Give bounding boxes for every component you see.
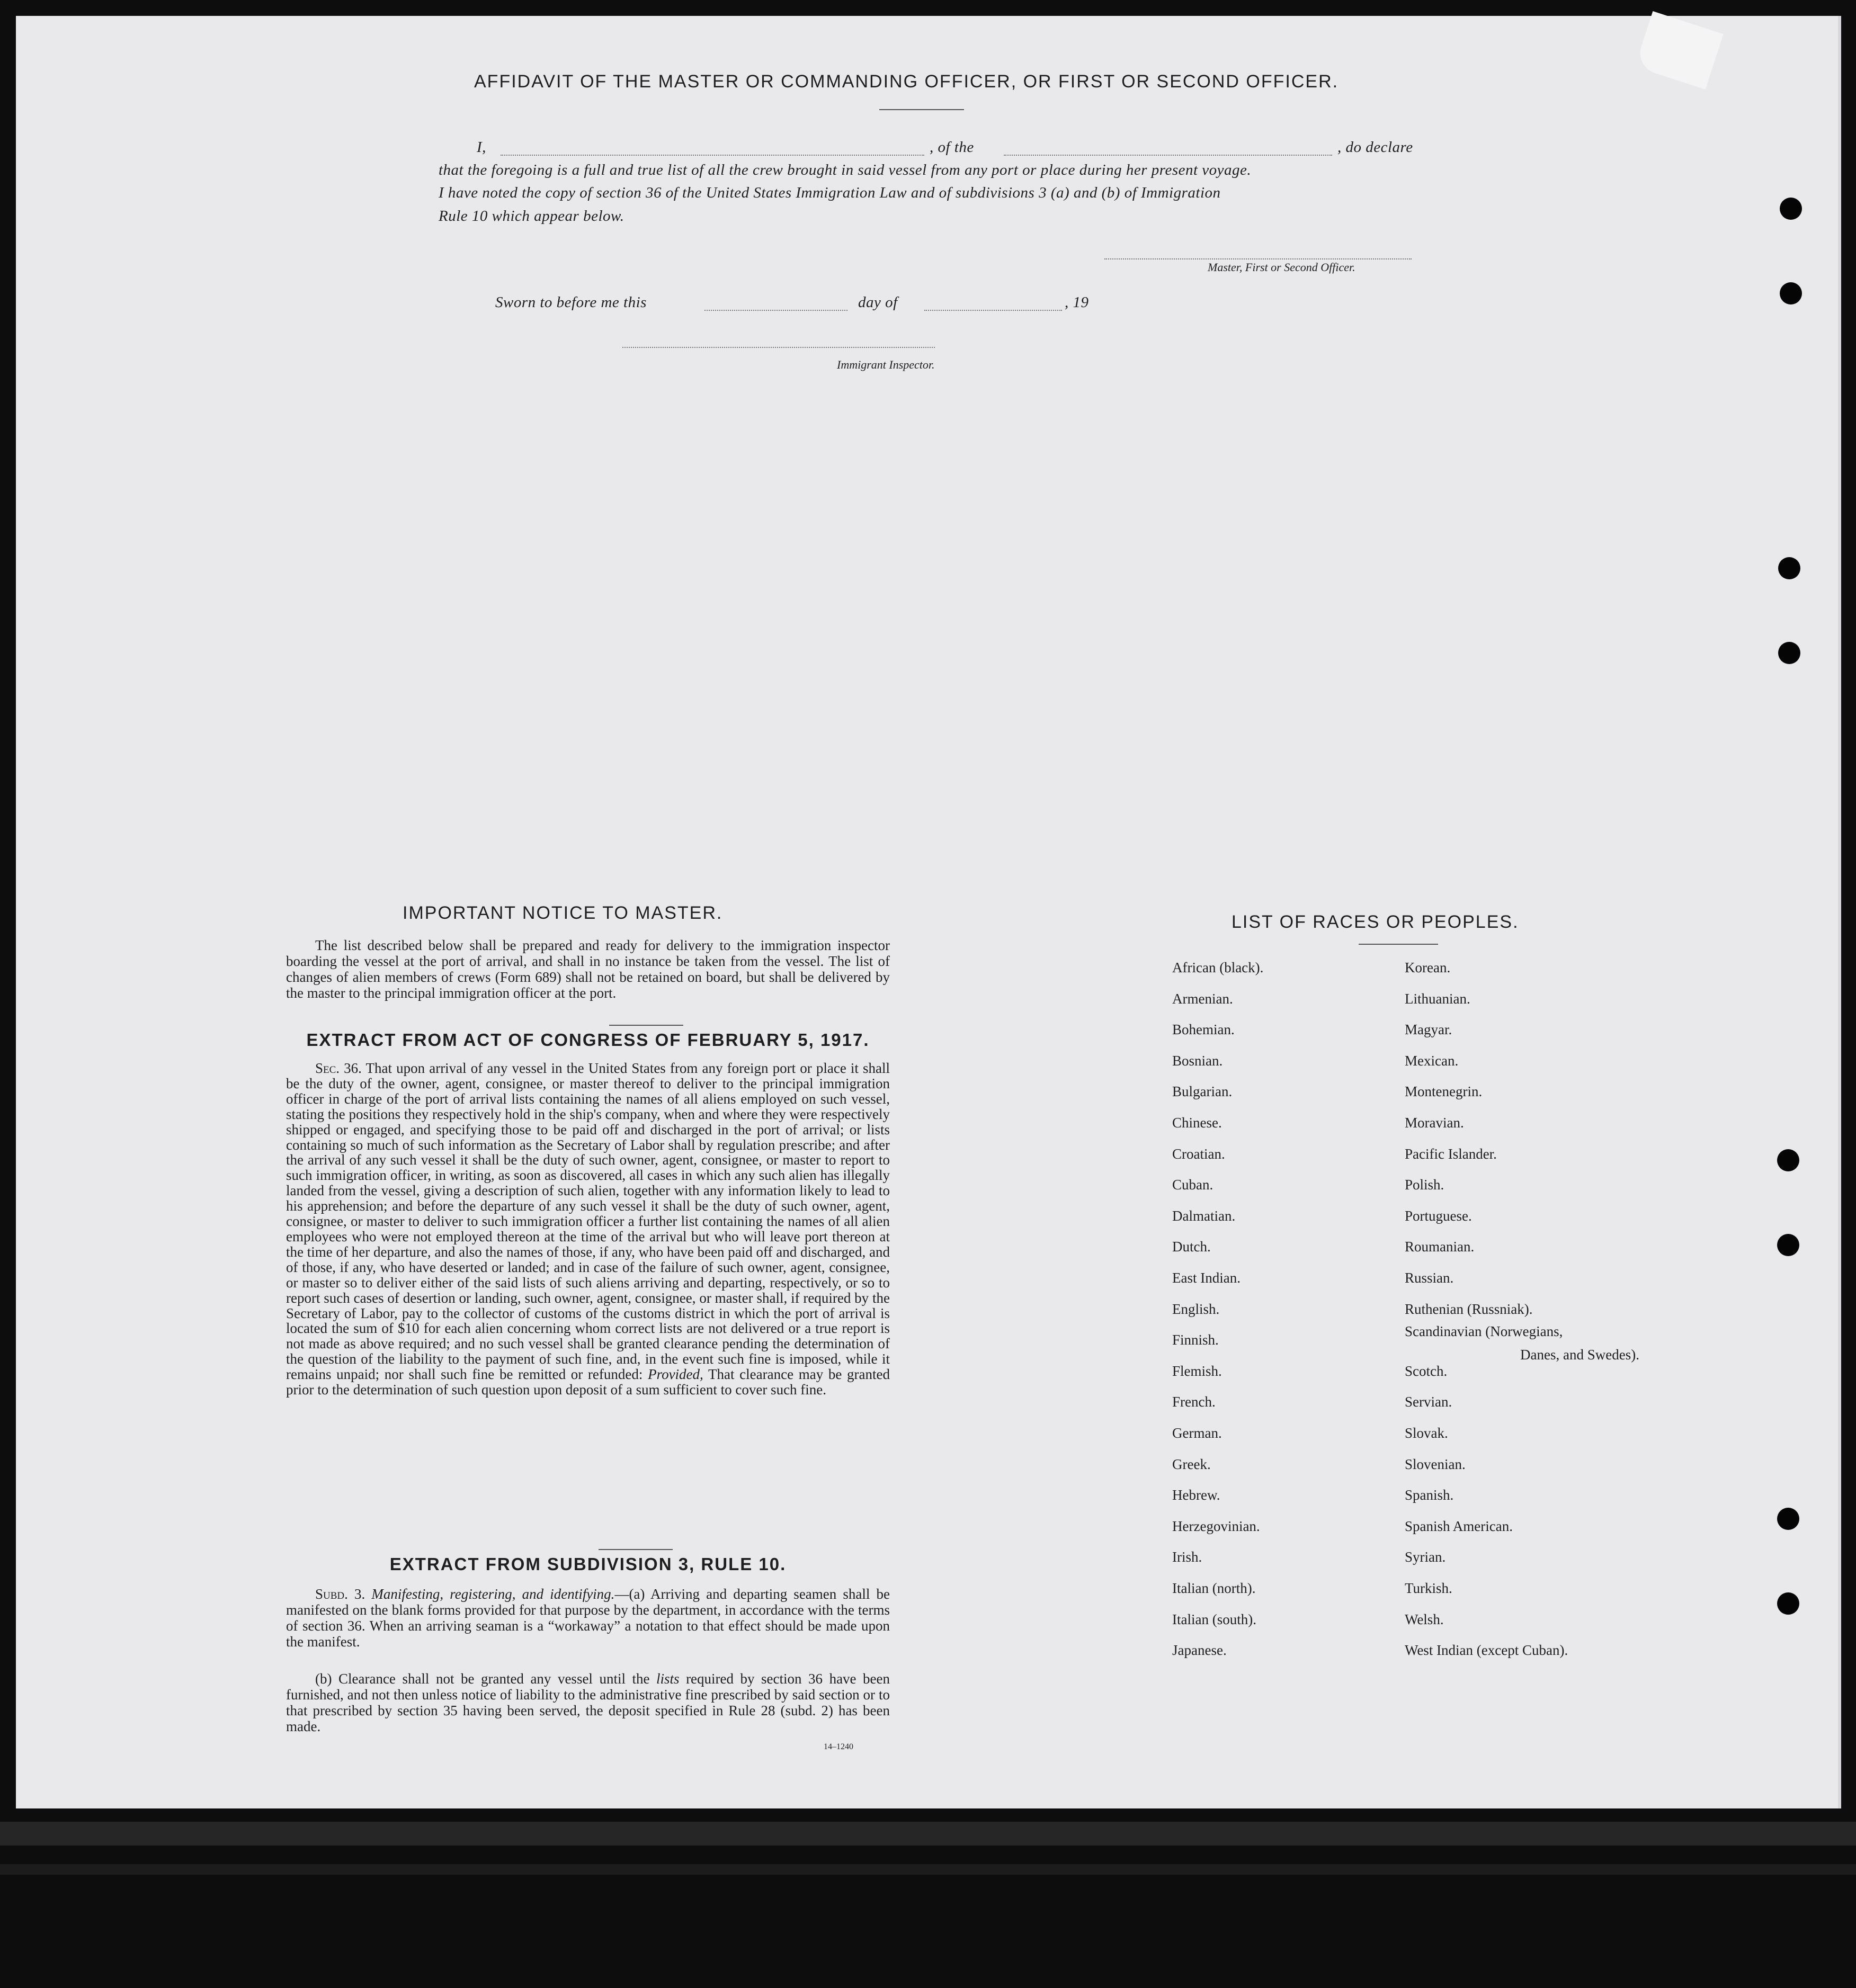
race-item: Scotch. [1405,1363,1448,1379]
scan-border [0,1864,1856,1875]
race-item: Turkish. [1405,1580,1452,1596]
race-item: Magyar. [1405,1022,1452,1038]
section-36-end: That clearance may be granted prior to the determination of such question upon deposit of a sum sufficient to cover such fine. [286,1366,890,1398]
race-item: Scandinavian (Norwegians, [1405,1323,1563,1340]
race-item: Italian (south). [1172,1611,1256,1627]
day-of-text: day of [858,294,898,311]
name-blank [501,155,924,156]
subd-heading: Manifesting, registering, and identifying. [371,1586,615,1602]
subd-label: Subd. 3. [315,1586,365,1602]
affidavit-title: AFFIDAVIT OF THE MASTER OR COMMANDING OFFICER, OR FIRST OR SECOND OFFICER. [474,71,1339,92]
race-item-continued: Danes, and Swedes). [1520,1347,1639,1363]
race-item: West Indian (except Cuban). [1405,1642,1568,1659]
rule-para-b [286,1671,890,1734]
master-label: Master, First or Second Officer. [1208,261,1355,274]
punch-hole [1778,557,1800,579]
affidavit-line2: that the foregoing is a full and true list of all the crew brought in said vessel from any port or place during her present voyage. [439,162,1252,178]
vessel-blank [1004,155,1332,156]
race-item: Irish. [1172,1549,1202,1565]
race-item: Dalmatian. [1172,1207,1236,1224]
extract-rule-title: EXTRACT FROM SUBDIVISION 3, RULE 10. [389,1554,787,1574]
punch-hole [1777,1234,1799,1256]
race-item: Japanese. [1172,1642,1227,1659]
race-item: Spanish American. [1405,1518,1513,1534]
race-item: Lithuanian. [1405,990,1470,1007]
race-item: Croatian. [1172,1145,1225,1162]
day-blank [704,310,847,311]
race-item: Flemish. [1172,1363,1222,1379]
race-item: Mexican. [1405,1052,1459,1069]
extract-act-title: EXTRACT FROM ACT OF CONGRESS OF FEBRUARY 5, 1917. [306,1030,870,1050]
race-item: Syrian. [1405,1549,1446,1565]
race-item: Slovenian. [1405,1456,1466,1472]
race-item: Greek. [1172,1456,1211,1472]
race-item: Slovak. [1405,1425,1448,1441]
race-item: English. [1172,1301,1220,1317]
affidavit-line3: I have noted the copy of section 36 of the United States Immigration Law and of subdivisions 3 (a) and (b) of Immigration [439,184,1221,201]
race-item: Ruthenian (Russniak). [1405,1301,1533,1317]
month-blank [924,310,1062,311]
race-item: Servian. [1405,1394,1452,1410]
punch-hole [1777,1508,1799,1530]
race-item: Armenian. [1172,990,1233,1007]
divider [1359,944,1438,945]
race-item: African (black). [1172,960,1264,975]
race-item: Korean. [1405,960,1451,975]
punch-hole [1777,1592,1799,1615]
race-item: Finnish. [1172,1332,1219,1348]
affidavit-i: I, [477,139,486,156]
divider [609,1025,683,1026]
race-item: Bosnian. [1172,1052,1223,1069]
race-item: Spanish. [1405,1487,1454,1503]
para-a-text: —(a) Arriving and departing seamen shall be manifested on the blank forms provided for that purpose by the department, in accordance with the terms of section 36. When an arriving seaman is a “workaway” a notation to that effect should be made upon the manifest. [286,1586,890,1650]
affidavit-declare: , do declare [1337,139,1413,156]
master-signature-line [1104,258,1412,259]
race-item: Chinese. [1172,1115,1222,1131]
punch-hole [1777,1149,1799,1171]
section-36-text: That upon arrival of any vessel in the United States from any foreign port or place it shall be the duty of the owner, agent, consignee, or master thereof to deliver to the principal immigration officer in charge of the port of arrival lists containing the names of all aliens employed on such vessel, stating the positions they respectively hold in the ship's company, when and where they were respectively shipped or engaged, and specifying those to be paid off and discharged in the port of arrival; or lists containing so much of such information as the Secretary of Labor shall by regulation prescribe; and after the arrival of any such vessel it shall be the duty of such owner, agent, consignee, or master to report to such immigration officer, in writing, as soon as discovered, all cases in which any such alien has illegally landed from the vessel, giving a description of such alien, together with any information likely to lead to his apprehension; and before the departure of any such vessel it shall be the duty of such owner, agent, consignee, or master to deliver to such immigration officer a further list containing the names of all alien employees who were not employed thereon at the time of the arrival but who will leave port thereon at the time of her departure, and also the names of those, if any, who have been paid off and discharged, and of those, if any, who have deserted or landed; and in case of the failure of such owner, agent, consignee, or master so to deliver either of the said lists of such aliens arriving and departing, respectively, or so to report such cases of desertion or landing, such owner, agent, consignee, or master shall, if required by the Secretary of Labor, pay to the collector of customs of the customs district in which the port of arrival is located the sum of $10 for each alien concerning whom correct lists are not delivered or a true report is not made as above required; and no such vessel shall be granted clearance pending the determination of the question of the liability to the payment of such fine, and, in the event such fine is imposed, while it remains unpaid; nor shall such fine be remitted or refunded: [286,1060,890,1383]
race-item: Herzegovinian. [1172,1518,1260,1534]
races-title: LIST OF RACES OR PEOPLES. [1232,912,1519,932]
year-text: , 19 [1065,294,1089,311]
race-item: Bulgarian. [1172,1083,1233,1100]
race-item: Montenegrin. [1405,1083,1483,1100]
divider [879,109,964,110]
race-item: Roumanian. [1405,1239,1475,1255]
punch-hole [1780,282,1802,305]
rule-para-a [286,1586,890,1650]
race-item: Cuban. [1172,1177,1213,1193]
race-item: Russian. [1405,1270,1454,1286]
section-label: Sec. 36. [315,1060,362,1076]
race-item: Bohemian. [1172,1022,1235,1038]
race-item: Dutch. [1172,1239,1211,1255]
race-item: Welsh. [1405,1611,1444,1627]
para-b-post: required by section 36 have been furnished, and not then unless notice of liability to the administrative fine prescribed by said section or to that prescribed by section 35 having been served, the deposit specified in Rule 28 (subd. 2) has been made. [286,1671,890,1734]
inspector-label: Immigrant Inspector. [837,358,935,371]
punch-hole [1778,642,1800,664]
form-number: 14–1240 [824,1742,853,1751]
para-b-pre: (b) Clearance shall not be granted any vessel until the [315,1671,650,1687]
notice-text: The list described below shall be prepared and ready for delivery to the immigration inspector boarding the vessel at the port of arrival, and shall in no instance be taken from the vessel. The list of changes of alien members of crews (Form 689) shall not be retained on board, but shall be delivered by the master to the principal immigration officer at the port. [286,937,890,1001]
race-item: Hebrew. [1172,1487,1220,1503]
divider [599,1549,673,1550]
race-item: East Indian. [1172,1270,1241,1286]
race-item: Portuguese. [1405,1207,1472,1224]
race-item: Pacific Islander. [1405,1145,1497,1162]
notice-title: IMPORTANT NOTICE TO MASTER. [403,903,723,923]
affidavit-line4: Rule 10 which appear below. [439,208,624,225]
race-item: German. [1172,1425,1222,1441]
affidavit-of-the: , of the [930,139,974,156]
punch-hole [1780,198,1802,220]
race-item: French. [1172,1394,1216,1410]
race-item: Italian (north). [1172,1580,1256,1596]
inspector-signature-line [622,347,935,348]
document-page [16,16,1841,1808]
para-b-lists: lists [656,1671,680,1687]
scan-border [0,1822,1856,1846]
sworn-text: Sworn to before me this [495,294,647,311]
extract-act-body [286,1061,890,1398]
race-item: Moravian. [1405,1115,1464,1131]
race-item: Polish. [1405,1177,1444,1193]
provided-text: Provided, [648,1366,703,1383]
